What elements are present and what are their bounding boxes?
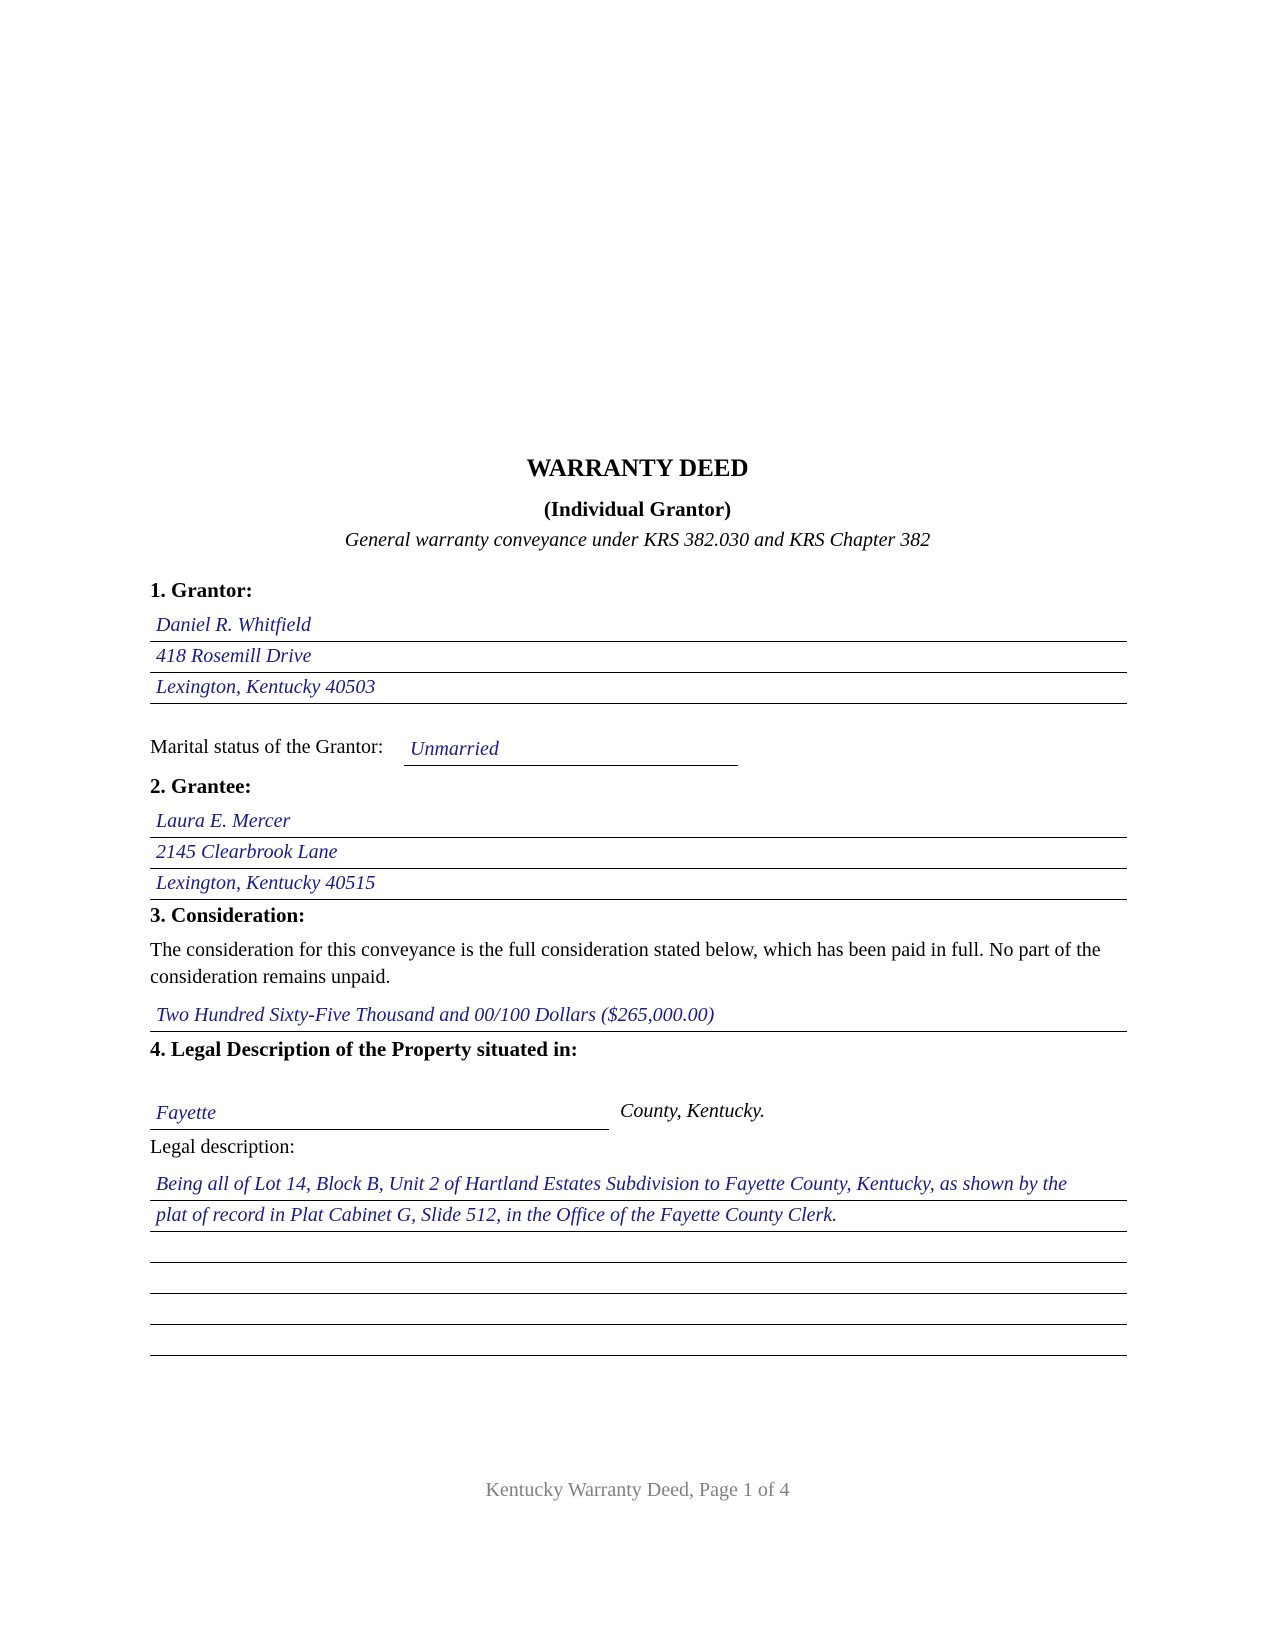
statute-reference: General warranty conveyance under KRS 382.030 and KRS Chapter 382 [344,529,931,551]
grantor-street-field[interactable]: 418 Rosemill Drive [150,642,1127,673]
document-title: WARRANTY DEED [526,455,749,482]
legal-description-line-1[interactable]: Being all of Lot 14, Block B, Unit 2 of Hartland Estates Subdivision to Fayette County, Kentucky, as shown by the [150,1170,1127,1201]
marital-status-field[interactable]: Unmarried [404,735,738,766]
property-heading: 4. Legal Description of the Property situated in: [150,1037,578,1061]
legal-description-label: Legal description: [150,1136,295,1158]
grantor-city-field[interactable]: Lexington, Kentucky 40503 [150,673,1127,704]
county-suffix-text: County, Kentucky. [620,1100,765,1122]
grantor-name-field[interactable]: Daniel R. Whitfield [150,611,1127,642]
document-subtitle: (Individual Grantor) [543,497,732,521]
page-footer: Kentucky Warranty Deed, Page 1 of 4 [485,1479,790,1501]
county-field[interactable]: Fayette [150,1099,609,1130]
legal-description-line-4[interactable] [150,1263,1127,1294]
legal-description-line-6[interactable] [150,1325,1127,1356]
grantor-heading: 1. Grantor: [150,578,253,602]
consideration-heading: 3. Consideration: [150,903,306,927]
legal-description-line-5[interactable] [150,1294,1127,1325]
grantee-name-field[interactable]: Laura E. Mercer [150,807,1127,838]
legal-description-line-3[interactable] [150,1232,1127,1263]
grantee-city-field[interactable]: Lexington, Kentucky 40515 [150,869,1127,900]
consideration-amount-field[interactable]: Two Hundred Sixty-Five Thousand and 00/100 Dollars ($265,000.00) [150,1001,1127,1032]
grantee-street-field[interactable]: 2145 Clearbrook Lane [150,838,1127,869]
legal-description-line-2[interactable]: plat of record in Plat Cabinet G, Slide 512, in the Office of the Fayette County Clerk. [150,1201,1127,1232]
consideration-text: The consideration for this conveyance is the full consideration stated below, which has been paid in full. No part of the consideration remains unpaid. [150,939,1101,988]
marital-status-label: Marital status of the Grantor: [150,736,384,758]
grantee-heading: 2. Grantee: [150,774,252,798]
